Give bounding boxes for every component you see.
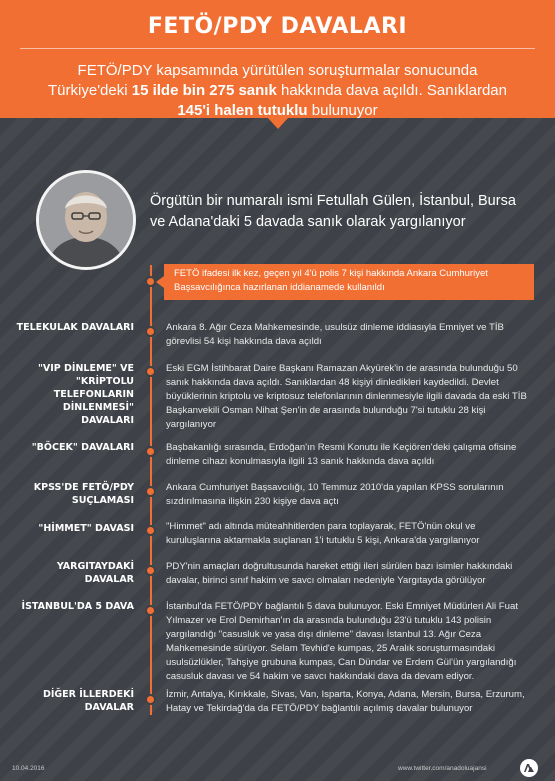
page-title: FETÖ/PDY DAVALARI	[147, 14, 408, 39]
case-label-diger-iller: DİĞER İLLERDEKİ DAVALAR	[42, 689, 134, 713]
case-text-himmet: "Himmet" adı altında müteahhitlerden para toplayarak, FETÖ'nün okul ve kuruluşlarına aktarmakla suçlanan 1'i tutuklu 5 kişi, Ankara'da yargılanıyor	[166, 521, 480, 546]
case-label-vip-dinleme: "VIP DİNLEME" VE "KRİPTOLU TELEFONLARIN DİNLENMESİ" DAVALARI	[37, 363, 134, 426]
timeline-dot	[145, 326, 156, 337]
person-portrait-icon	[36, 170, 136, 270]
case-label-himmet: "HİMMET" DAVASI	[38, 523, 134, 534]
case-text-diger-iller: İzmir, Antalya, Kırıkkale, Sivas, Van, Isparta, Konya, Adana, Mersin, Bursa, Erzurum, Hatay ve Tekirdağ'da da FETÖ/PDY bağlantılı açılmış davalar bulunuyor	[166, 689, 525, 714]
case-label-istanbul: İSTANBUL'DA 5 DAVA	[21, 601, 134, 612]
timeline-dot	[145, 486, 156, 497]
timeline-dot	[145, 694, 156, 705]
timeline-dot	[145, 565, 156, 576]
header-arrow-icon	[267, 117, 289, 129]
summary-part: bulunuyor	[307, 102, 378, 119]
footer	[0, 757, 555, 781]
case-label-bocek: "BÖCEK" DAVALARI	[31, 442, 134, 453]
timeline-dot	[145, 446, 156, 457]
case-text-yargitay: PDY'nin amaçları doğrultusunda hareket ettiği ileri sürülen bazı isimler hakkındaki davalar, birinci sınıf hakim ve savcı olmaları nedeniyle Yargıtayda görülüyor	[166, 561, 513, 586]
header-divider	[20, 48, 535, 49]
timeline-dot	[145, 366, 156, 377]
case-text-telekulak: Ankara 8. Ağır Ceza Mahkemesinde, usulsüz dinleme iddiasıyla Emniyet ve TİB görevlisi 54 kişi hakkında dava açıldı	[166, 322, 504, 347]
case-label-telekulak: TELEKULAK DAVALARI	[16, 322, 134, 333]
case-text-istanbul: İstanbul'da FETÖ/PDY bağlantılı 5 dava bulunuyor. Eski Emniyet Müdürleri Ali Fuat Yılmazer ve Erol Demirhan'ın da arasında bulunduğu 23'ü tutuklu 143 polisin yargılandığı "casusluk ve yasa dışı dinleme" davası İstanbul 13. Ağır Ceza Mahkemesinde sürüyor. Selam Tevhid'e kumpas, 25 Aralık soruşturmasındaki usulsüzlükler, Tahşiye grubuna kumpas, Can Dündar ve Erdem Gül'ün yargılandığı casusluk davası ve 54 hakim ve savcı hakkındaki dava da devam ediyor.	[166, 601, 519, 682]
note-box	[164, 264, 534, 300]
intro-text: Örgütün bir numaralı ismi Fetullah Gülen, İstanbul, Bursa ve Adana'daki 5 davada sanık olarak yargılanıyor	[150, 193, 516, 230]
timeline-dot	[145, 276, 156, 287]
footer-website: www.twitter.com/anadoluajansi	[398, 765, 487, 772]
agency-logo-icon	[520, 759, 538, 777]
header-summary	[40, 61, 515, 121]
summary-part-bold: 15 ilde bin 275 sanık	[131, 82, 277, 99]
footer-date: 10.04.2016	[12, 765, 45, 772]
case-text-bocek: Başbakanlığı sırasında, Erdoğan'ın Resmi Konutu ile Keçiören'deki çalışma ofisine dinleme cihazı konulmasıyla ilgili 13 sanık hakkında dava açıldı	[166, 442, 517, 467]
case-text-kpss: Ankara Cumhuriyet Başsavcılığı, 10 Temmuz 2010'da yapılan KPSS sorularının sızdırılmasına ilişkin 230 kişiye dava açtı	[166, 482, 504, 507]
case-label-kpss: KPSS'DE FETÖ/PDY SUÇLAMASI	[33, 482, 134, 506]
summary-part-bold: 145'i halen tutuklu	[177, 102, 308, 119]
portrait-drawing	[39, 173, 133, 267]
agency-logo-drawing	[520, 759, 538, 777]
summary-part: hakkında dava açıldı. Sanıklardan	[276, 82, 507, 99]
note-text: FETÖ ifadesi ilk kez, geçen yıl 4'ü polis 7 kişi hakkında Ankara Cumhuriyet Başsavcılığınca hazırlanan iddianamede kullanıldı	[174, 268, 488, 293]
timeline-dot	[145, 605, 156, 616]
summary-part: FETÖ/PDY kapsamında yürütülen soruşturmalar sonucunda Türkiye'deki	[48, 62, 478, 99]
case-text-vip-dinleme: Eski EGM İstihbarat Daire Başkanı Ramazan Akyürek'in de arasında bulunduğu 50 sanık hakkında dava açıldı. Sanıklardan 48 kişiyi dinledikleri kaydedildi. Devlet büyüklerinin kriptolu ve kriptosuz telefonlarının dinlenmesiyle ilgili davada da eski TİB Başkanvekili Osman Nihat Şen'in de arasında bulunduğu 7'si tutuklu 28 kişi yargılanıyor	[166, 363, 527, 430]
header-banner	[0, 0, 555, 118]
timeline-dot	[145, 525, 156, 536]
case-label-yargitay: YARGITAYDAKİ DAVALAR	[56, 561, 134, 585]
